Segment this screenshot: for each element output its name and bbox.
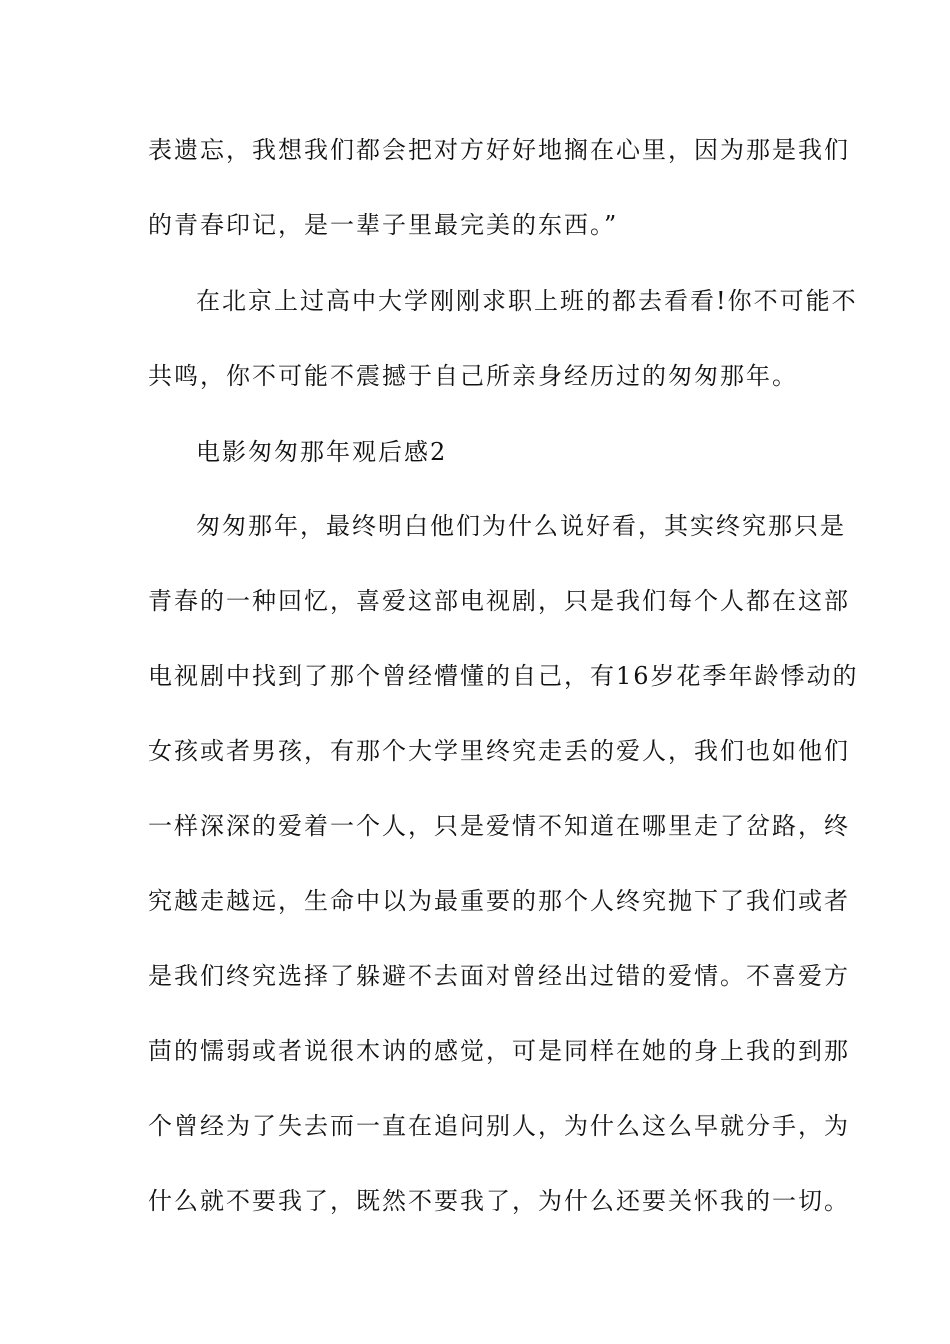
paragraph-line: 一样深深的爱着一个人，只是爱情不知道在哪里走了岔路，终: [148, 812, 850, 840]
paragraph-line: 究越走越远，生命中以为最重要的那个人终究抛下了我们或者: [148, 887, 850, 915]
paragraph-line: 茴的懦弱或者说很木讷的感觉，可是同样在她的身上我的到那: [148, 1037, 850, 1065]
paragraph-line: 个曾经为了失去而一直在追问别人，为什么这么早就分手，为: [148, 1112, 850, 1140]
paragraph-line: 的青春印记，是一辈子里最完美的东西。”: [148, 211, 619, 239]
section-heading: 电影匆匆那年观后感2: [196, 438, 448, 466]
paragraph-line: 匆匆那年，最终明白他们为什么说好看，其实终究那只是: [196, 512, 846, 540]
paragraph-line: 青春的一种回忆，喜爱这部电视剧，只是我们每个人都在这部: [148, 587, 850, 615]
paragraph-line: 什么就不要我了，既然不要我了，为什么还要关怀我的一切。: [148, 1187, 850, 1215]
paragraph-line: 电视剧中找到了那个曾经懵懂的自己，有16岁花季年龄悸动的: [148, 662, 859, 690]
paragraph-line: 是我们终究选择了躲避不去面对曾经出过错的爱情。不喜爱方: [148, 962, 850, 990]
paragraph-line: 女孩或者男孩，有那个大学里终究走丢的爱人，我们也如他们: [148, 737, 850, 765]
paragraph-line: 共鸣，你不可能不震撼于自己所亲身经历过的匆匆那年。: [148, 362, 798, 390]
paragraph-line: 在北京上过高中大学刚刚求职上班的都去看看!你不可能不: [196, 287, 858, 315]
paragraph-line: 表遗忘，我想我们都会把对方好好地搁在心里，因为那是我们: [148, 136, 850, 164]
